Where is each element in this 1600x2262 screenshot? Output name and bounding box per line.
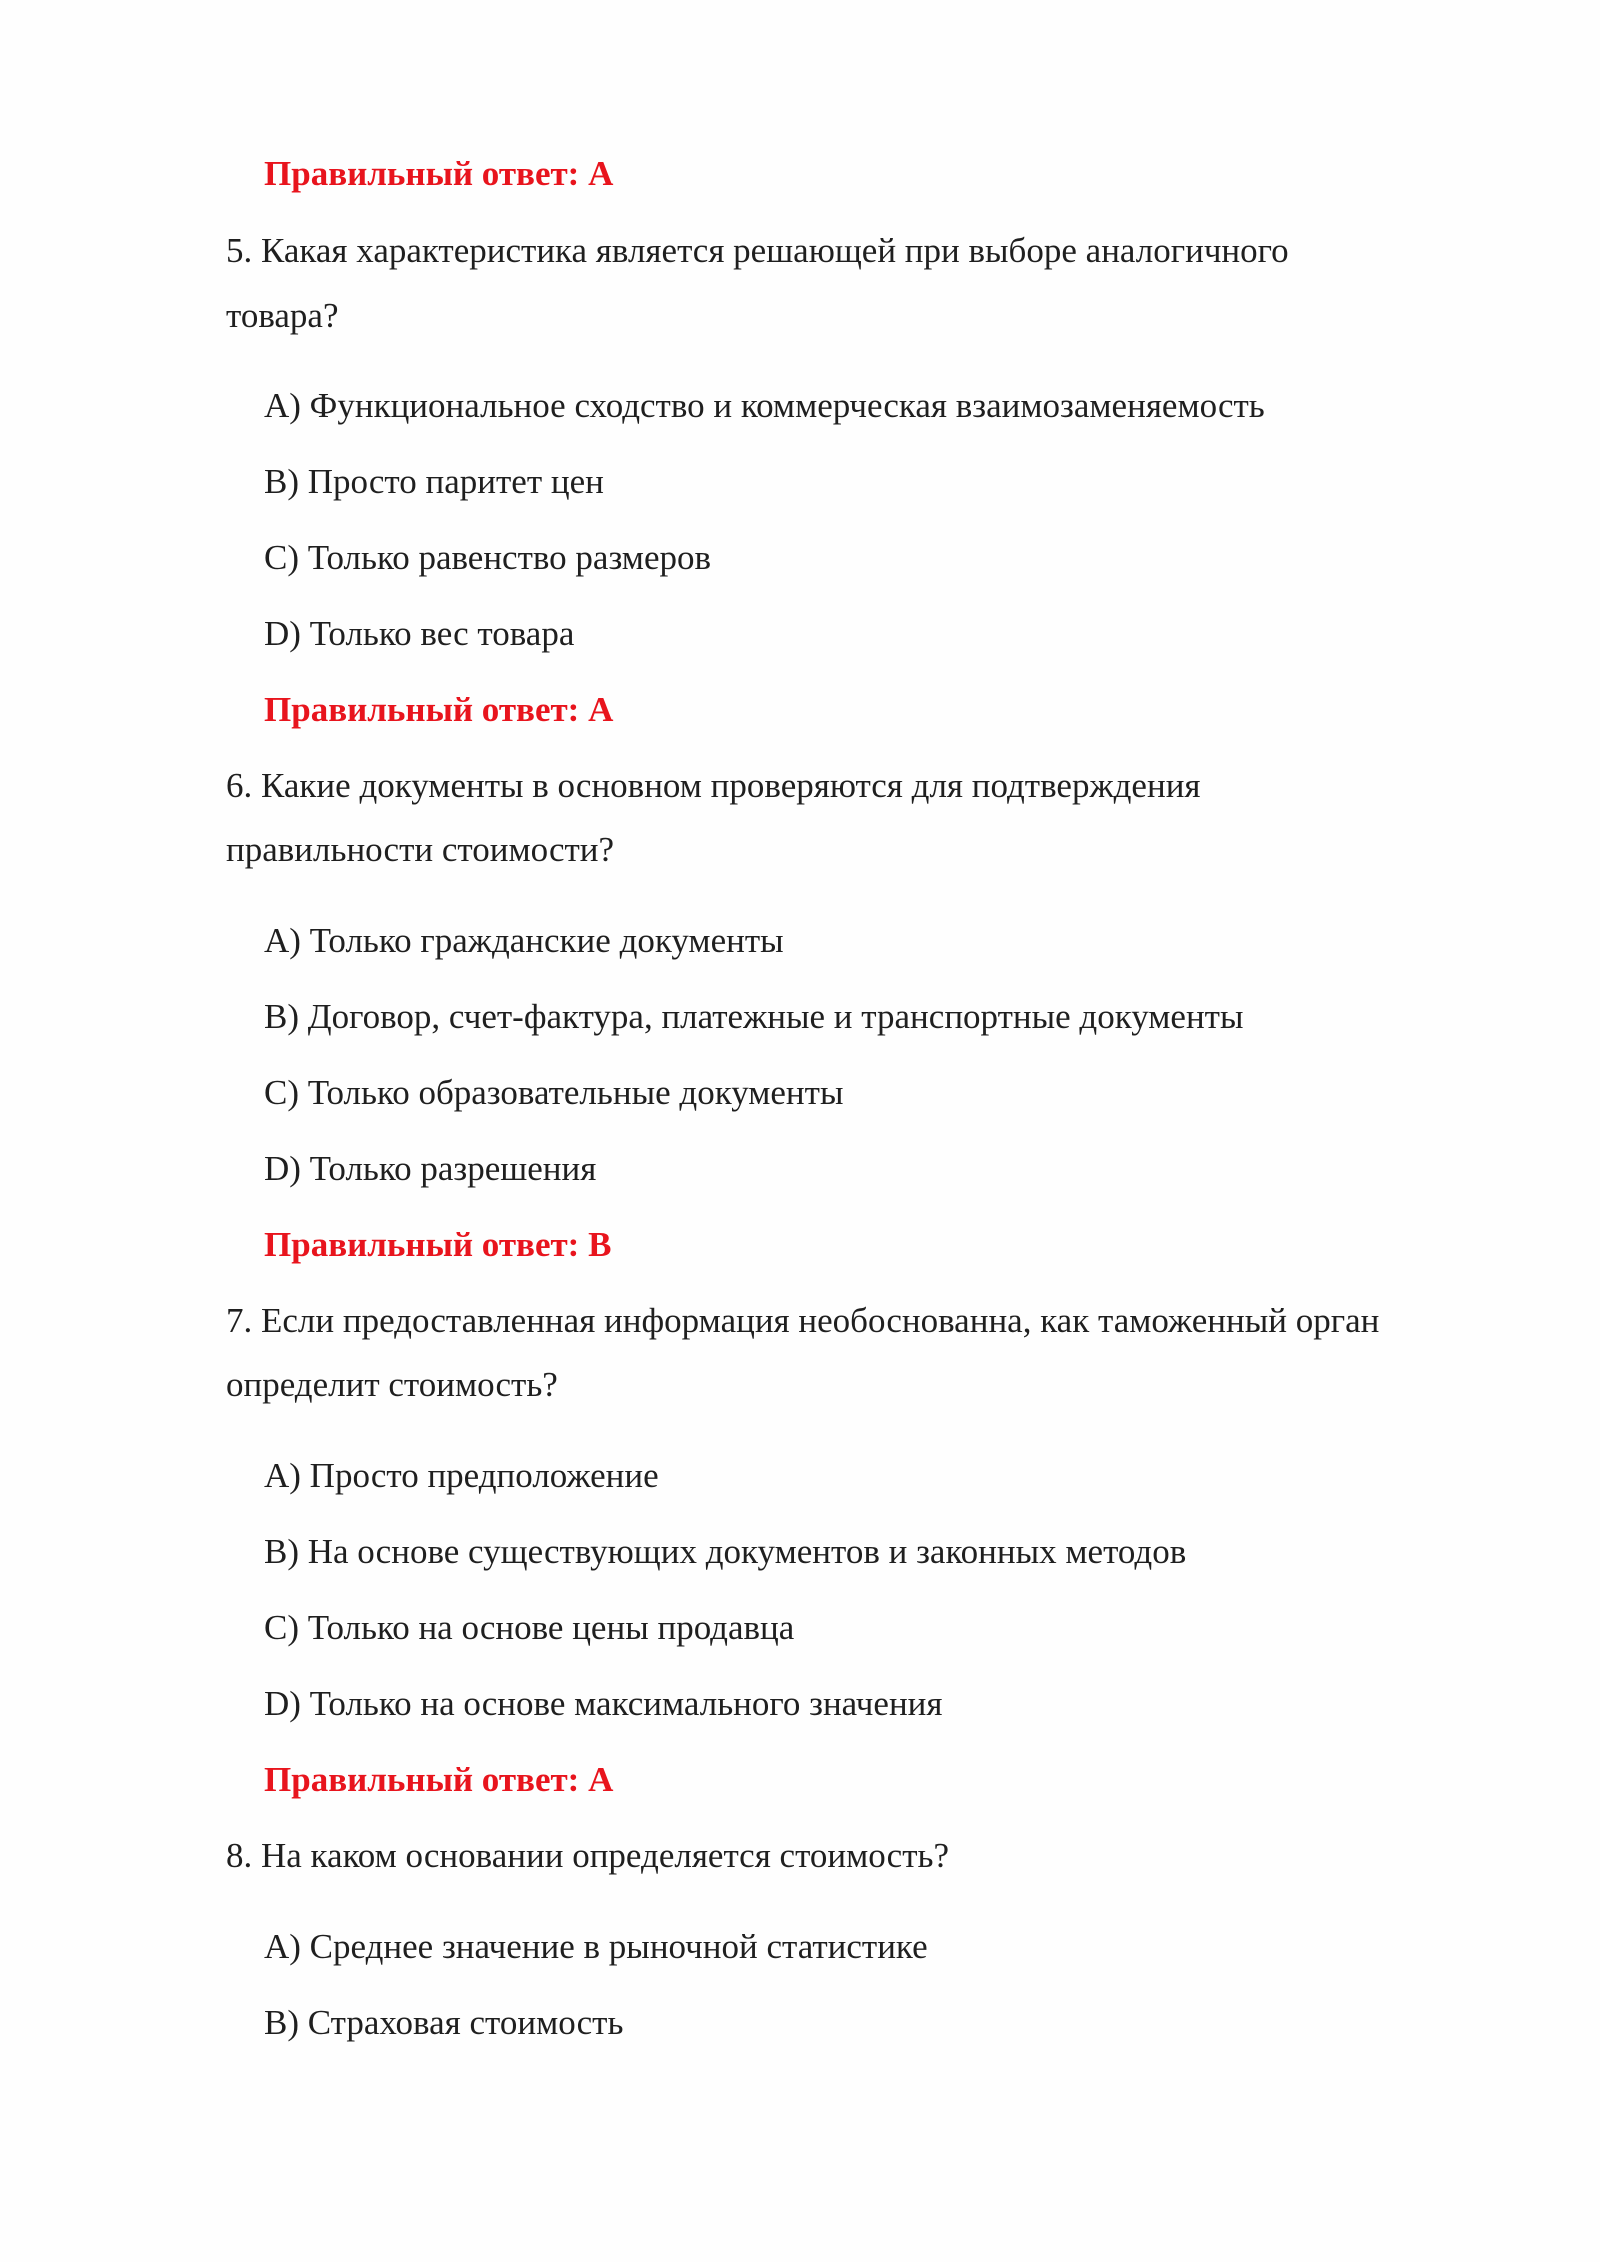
option-d: D) Только разрешения [264, 1149, 597, 1188]
question-6-text: 6. Какие документы в основном проверяются для подтверждения [226, 766, 1201, 805]
correct-answer: Правильный ответ: A [264, 154, 614, 193]
question-7-text: 7. Если предоставленная информация необоснованна, как таможенный орган [226, 1301, 1380, 1340]
option-d: D) Только на основе максимального значения [264, 1684, 943, 1723]
option-a: A) Среднее значение в рыночной статистике [264, 1927, 928, 1966]
option-d: D) Только вес товара [264, 614, 575, 653]
option-a: A) Функциональное сходство и коммерческая взаимозаменяемость [264, 386, 1265, 425]
option-b: B) На основе существующих документов и законных методов [264, 1532, 1187, 1571]
option-c: C) Только равенство размеров [264, 538, 712, 577]
question-5-text: 5. Какая характеристика является решающей при выборе аналогичного [226, 231, 1289, 270]
option-b: B) Страховая стоимость [264, 2003, 624, 2042]
correct-answer: Правильный ответ: A [264, 1760, 614, 1799]
option-a: A) Просто предположение [264, 1456, 659, 1495]
option-a: A) Только гражданские документы [264, 921, 784, 960]
question-8-text: 8. На каком основании определяется стоимость? [226, 1836, 950, 1875]
correct-answer: Правильный ответ: B [264, 1225, 612, 1264]
option-c: C) Только на основе цены продавца [264, 1608, 795, 1647]
option-b: B) Договор, счет-фактура, платежные и транспортные документы [264, 997, 1244, 1036]
question-5-text-cont: товара? [226, 296, 339, 335]
question-6-text-cont: правильности стоимости? [226, 830, 615, 869]
option-c: C) Только образовательные документы [264, 1073, 844, 1112]
correct-answer: Правильный ответ: A [264, 690, 614, 729]
option-b: B) Просто паритет цен [264, 462, 604, 501]
question-7-text-cont: определит стоимость? [226, 1365, 558, 1404]
